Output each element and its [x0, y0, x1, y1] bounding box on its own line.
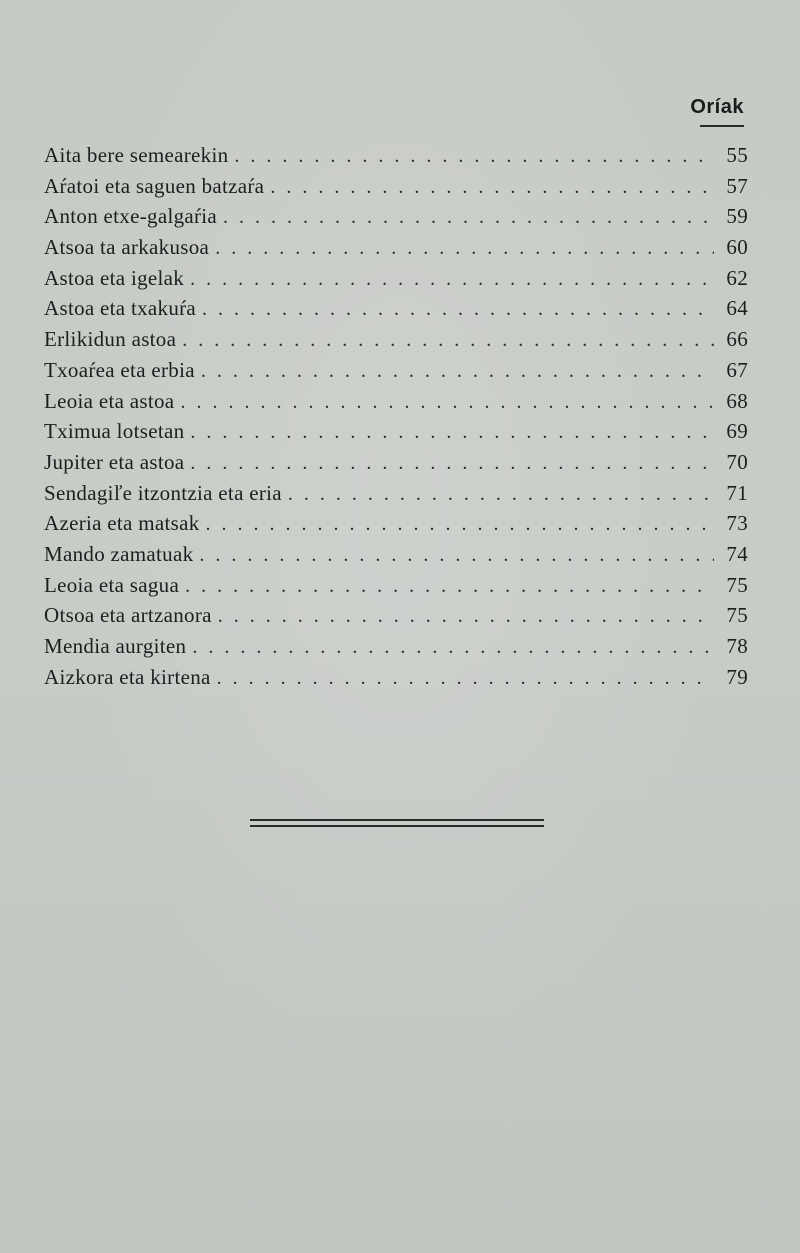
toc-row	[44, 143, 748, 174]
pages-header	[690, 96, 744, 127]
toc-entry-title: Jupiter eta astoa	[44, 449, 185, 474]
toc-row	[44, 665, 748, 696]
toc-row	[44, 542, 748, 573]
toc-entry-page: 75	[726, 603, 748, 628]
toc-entry-title: Azeria eta matsak	[44, 511, 200, 536]
toc-row	[44, 481, 748, 512]
toc-entry-page: 78	[726, 634, 748, 658]
end-rule-line	[250, 819, 544, 821]
toc-row	[44, 358, 748, 389]
end-double-rule	[250, 819, 544, 827]
toc-entry-page: 62	[726, 265, 748, 290]
toc-entry-page: 75	[726, 572, 748, 597]
toc-row	[44, 266, 748, 297]
toc-leader-dots	[288, 483, 714, 506]
toc-entry-title: Sendagiľe itzontzia eta eria	[44, 480, 282, 505]
end-rule-line	[250, 825, 544, 827]
toc-leader-dots	[217, 667, 714, 690]
toc-row	[44, 204, 748, 235]
toc-leader-dots	[270, 176, 714, 199]
toc-leader-dots	[190, 421, 714, 444]
toc-entry-page: 59	[726, 204, 748, 229]
toc-entry-page: 68	[726, 388, 748, 413]
toc-row	[44, 419, 748, 450]
toc-entry-title: Txoaŕea eta erbia	[44, 357, 195, 382]
toc-leader-dots	[218, 605, 714, 628]
toc-row	[44, 450, 748, 481]
toc-entry-page: 67	[726, 357, 748, 382]
toc-entry-page: 55	[726, 143, 748, 167]
toc-entry-page: 79	[726, 664, 748, 689]
toc-entry-title: Aŕatoi eta saguen batzaŕa	[44, 173, 265, 198]
toc-entry-title: Leoia eta sagua	[44, 572, 180, 597]
toc-entry-title: Aizkora eta kirtena	[44, 664, 211, 689]
toc-leader-dots	[180, 391, 714, 414]
toc-entry-title: Otsoa eta artzanora	[44, 603, 212, 628]
toc-leader-dots	[192, 636, 714, 659]
toc-entry-title: Mendia aurgiten	[44, 634, 187, 658]
toc-row	[44, 174, 748, 205]
toc-entry-page: 57	[726, 173, 748, 198]
toc-leader-dots	[215, 237, 714, 260]
toc-row	[44, 389, 748, 420]
toc-leader-dots	[190, 268, 714, 291]
toc-row	[44, 511, 748, 542]
toc-leader-dots	[199, 544, 714, 567]
toc-entry-title: Erlikidun astoa	[44, 327, 177, 352]
toc-entry-page: 70	[726, 449, 748, 474]
toc-leader-dots	[202, 298, 714, 321]
toc-entry-page: 71	[726, 480, 748, 505]
table-of-contents	[44, 143, 748, 695]
toc-entry-title: Anton etxe-galgaŕia	[44, 204, 218, 229]
toc-leader-dots	[206, 513, 714, 536]
pages-column-label: Oríak	[690, 96, 744, 118]
toc-entry-page: 64	[726, 296, 748, 321]
toc-leader-dots	[185, 575, 714, 598]
toc-entry-page: 60	[726, 235, 748, 260]
toc-entry-page: 73	[726, 511, 748, 536]
toc-entry-page: 69	[726, 419, 748, 444]
toc-leader-dots	[182, 329, 714, 352]
toc-row	[44, 634, 748, 665]
toc-entry-title: Atsoa ta arkakusoa	[44, 235, 210, 260]
toc-entry-title: Aita bere semearekin	[44, 143, 229, 167]
toc-leader-dots	[234, 145, 714, 168]
toc-row	[44, 573, 748, 604]
toc-leader-dots	[201, 360, 714, 383]
toc-leader-dots	[190, 452, 714, 475]
toc-row	[44, 235, 748, 266]
toc-row	[44, 296, 748, 327]
toc-entry-page: 66	[726, 327, 748, 352]
toc-entry-title: Astoa eta txakuŕa	[44, 296, 197, 321]
toc-entry-title: Mando zamatuak	[44, 541, 194, 566]
toc-row	[44, 603, 748, 634]
toc-entry-title: Tximua lotsetan	[44, 419, 185, 444]
toc-entry-title: Astoa eta igelak	[44, 265, 185, 290]
toc-entry-page: 74	[726, 541, 748, 566]
toc-leader-dots	[223, 206, 714, 229]
pages-label-underline	[700, 125, 744, 127]
toc-entry-title: Leoia eta astoa	[44, 388, 175, 413]
toc-row	[44, 327, 748, 358]
